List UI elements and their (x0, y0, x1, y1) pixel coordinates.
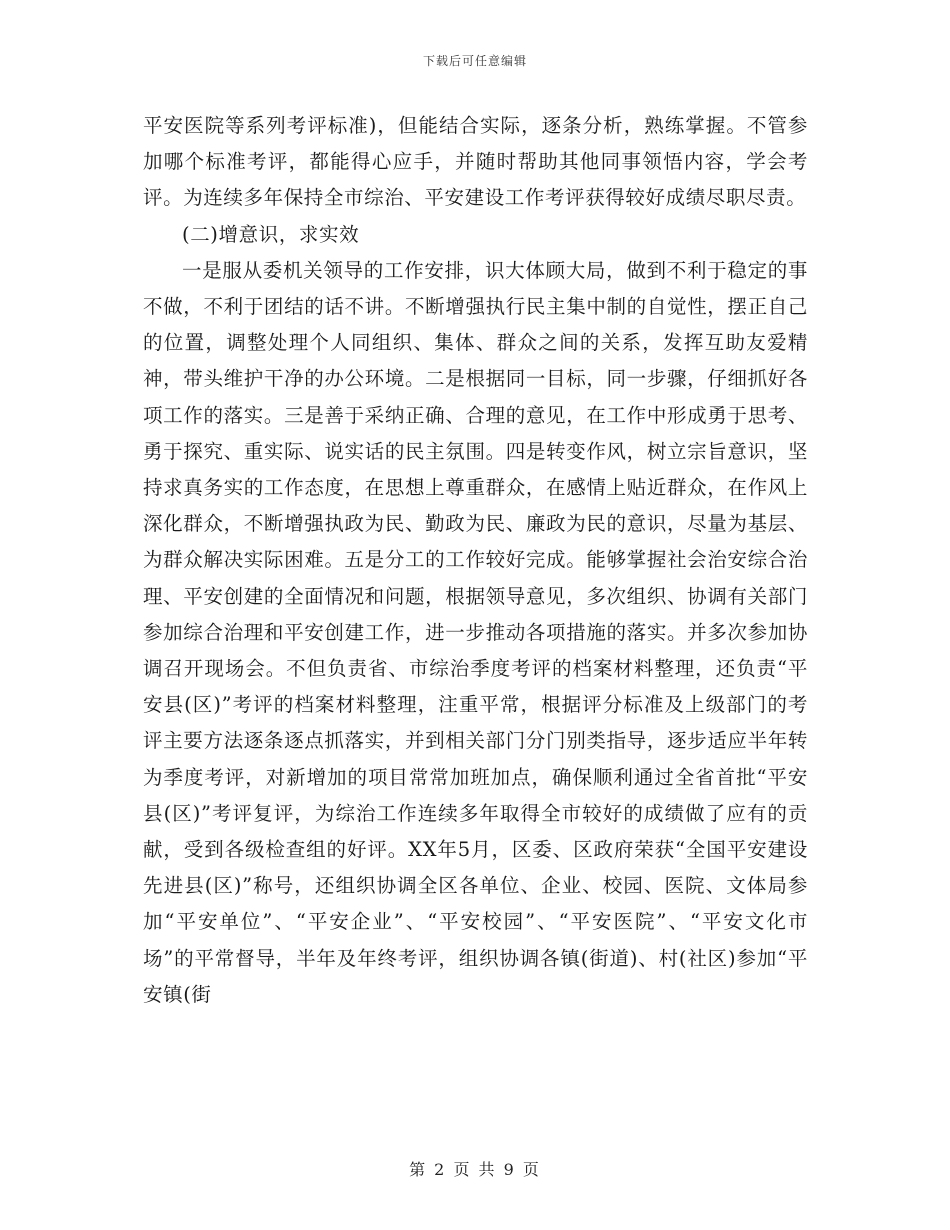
page-header: 下载后可任意编辑 (422, 54, 527, 68)
page-number: 第 2 页 共 9 页 (409, 1160, 541, 1179)
section-heading: (二)增意识，求实效 (182, 222, 360, 246)
paragraph-continuation: 平安医院等系列考评标准)，但能结合实际，逐条分析，熟练掌握。不管参加哪个标准考评，都能得心应手，并随时帮助其他同事领悟内容，学会考评。为连续多年保持全市综治、平安建设工作考评获得较好成绩尽职尽责。 (143, 114, 808, 210)
paragraph-main: 一是服从委机关领导的工作安排，识大体顾大局，做到不利于稳定的事不做，不利于团结的话不讲。不断增强执行民主集中制的自觉性，摆正自己的位置，调整处理个人同组织、集体、群众之间的关系，发挥互助友爱精神，带头维护干净的办公环境。二是根据同一目标，同一步骤，仔细抓好各项工作的落实。三是善于采纳正确、合理的意见，在工作中形成勇于思考、勇于探究、重实际、说实话的民主氛围。四是转变作风，树立宗旨意识，坚持求真务实的工作态度，在思想上尊重群众，在感情上贴近群众，在作风上深化群众，不断增强执政为民、勤政为民、廉政为民的意识，尽量为基层、为群众解决实际困难。五是分工的工作较好完成。能够掌握社会治安综合治理、平安创建的全面情况和问题，根据领导意见，多次组织、协调有关部门参加综合治理和平安创建工作，进一步推动各项措施的落实。并多次参加协调召开现场会。不但负责省、市综治季度考评的档案材料整理，还负责“平安县(区)”考评的档案材料整理，注重平常，根据评分标准及上级部门的考评主要方法逐条逐点抓落实，并到相关部门分门别类指导，逐步适应半年转为季度考评，对新增加的项目常常加班加点，确保顺利通过全省首批“平安县(区)”考评复评，为综治工作连续多年取得全市较好的成绩做了应有的贡献，受到各级检查组的好评。XX年5月，区委、区政府荣获“全国平安建设先进县(区)”称号，还组织协调全区各单位、企业、校园、医院、文体局参加“平安单位”、“平安企业”、“平安校园”、“平安医院”、“平安文化市场”的平常督导，半年及年终考评，组织协调各镇(街道)、村(社区)参加“平安镇(街 (143, 258, 809, 1006)
document-body (143, 108, 808, 1013)
